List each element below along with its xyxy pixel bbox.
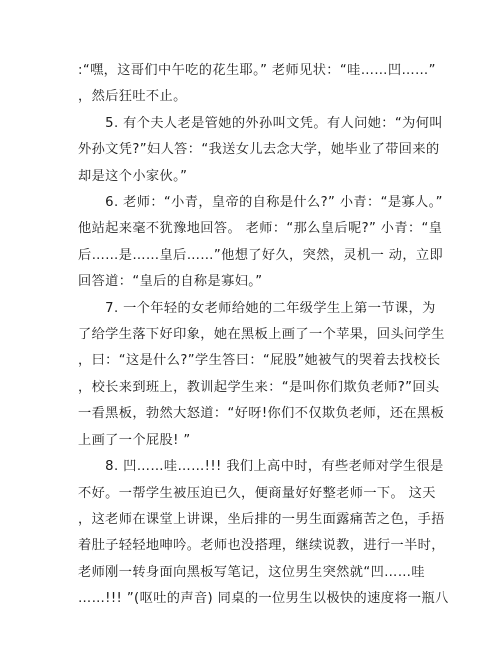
text-line: 6. 老师：“小青，皇帝的自称是什么?” 小青：“是寡人。” [78, 195, 443, 211]
text-line: 一看黑板，勃然大怒道：“好呀!你们不仅欺负老师，还在黑板 [78, 406, 445, 422]
text-line: ，然后狂吐不止。 [78, 89, 187, 105]
text-line: 了给学生落下好印象，她在黑板上画了一个苹果，回头问学生 [78, 327, 445, 343]
text-line: 他站起来毫不犹豫地回答。 老师：“那么皇后呢?” 小青：“皇 [78, 221, 443, 237]
text-line: 着肚子轻轻地呻吟。老师也没搭理，继续说教，进行一半时， [78, 538, 445, 554]
text-line: ，这老师在课堂上讲课，坐后排的一男生面露痛苦之色，手捂 [78, 511, 445, 527]
text-line: 7. 一个年轻的女老师给她的二年级学生上第一节课，为 [78, 300, 436, 316]
text-line: :“嘿，这哥们中午吃的花生耶。” 老师见状：“哇……凹……” [78, 63, 436, 78]
text-line: 上画了一个屁股! ” [78, 432, 191, 448]
text-line: ……!!! ”(呕吐的声音) 同桌的一位男生以极快的速度将一瓶八 [78, 591, 449, 607]
text-line: 外孙文凭?”妇人答：“我送女儿去念大学，她毕业了带回来的 [78, 142, 440, 158]
text-line: 5. 有个夫人老是管她的外孙叫文凭。有人问她：“为何叫 [78, 115, 443, 131]
text-line: ，曰：“这是什么?”学生答曰：“屁股”她被气的哭着去找校长 [78, 353, 441, 369]
text-line: 后……是……皇后……”他想了好久，突然，灵机一 动，立即 [78, 247, 444, 263]
text-line: 老师刚一转身面向黑板写笔记，这位男生突然就“凹……哇 [78, 564, 425, 580]
text-line: 回答道：“皇后的自称是寡妇。” [78, 274, 263, 290]
text-line: 却是这个小家伙。” [78, 168, 188, 184]
text-line: ，校长来到班上，教训起学生来：“是叫你们欺负老师?”回头 [78, 379, 440, 395]
text-line: 不好。一帮学生被压迫已久，便商量好好整老师一下。 这天 [78, 485, 436, 501]
text-line: 8. 凹……哇……!!! 我们上高中时，有些老师对学生很是 [78, 459, 444, 475]
